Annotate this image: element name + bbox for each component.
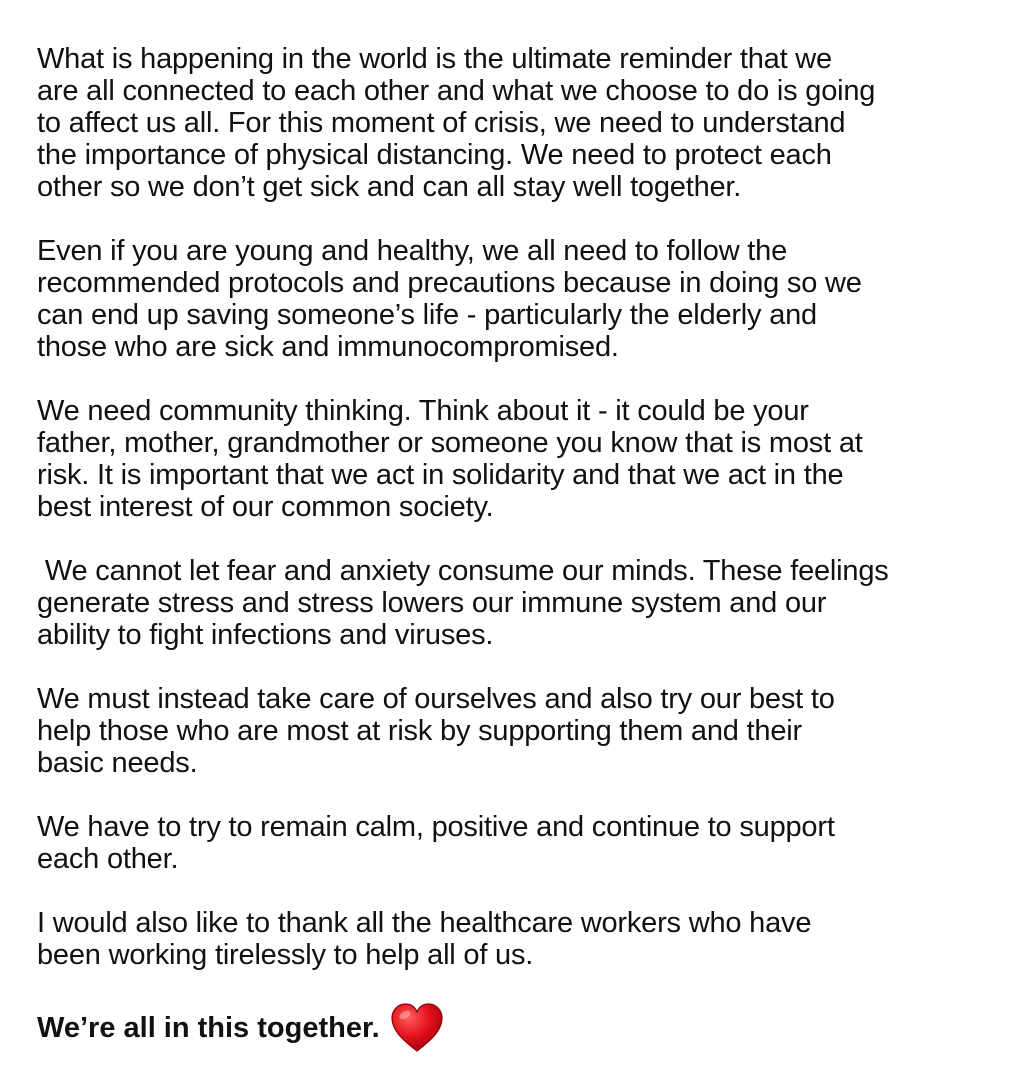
paragraph — [37, 907, 1007, 971]
paragraph-line: Even if you are young and healthy, we all need to follow the — [37, 235, 788, 267]
paragraph-line: are all connected to each other and what we choose to do is going — [37, 75, 876, 107]
red-heart-icon — [390, 1002, 444, 1054]
paragraph-line: can end up saving someone’s life - particularly the elderly and — [37, 299, 817, 331]
closing-line — [37, 1002, 444, 1054]
closing-text: We’re all in this together. — [37, 1011, 380, 1044]
paragraph-line: basic needs. — [37, 747, 198, 779]
paragraph-line: What is happening in the world is the ultimate reminder that we — [37, 43, 832, 75]
statement-body — [37, 43, 1007, 1003]
paragraph-line: best interest of our common society. — [37, 491, 494, 523]
paragraph-line: to affect us all. For this moment of crisis, we need to understand — [37, 107, 846, 139]
paragraph — [37, 235, 1007, 363]
paragraph-line: been working tirelessly to help all of us. — [37, 939, 534, 971]
paragraph-line: father, mother, grandmother or someone you know that is most at — [37, 427, 863, 459]
paragraph-line: the importance of physical distancing. We need to protect each — [37, 139, 832, 171]
paragraph-line: We have to try to remain calm, positive and continue to support — [37, 811, 835, 843]
paragraph-line: We need community thinking. Think about it - it could be your — [37, 395, 809, 427]
paragraph — [37, 683, 1007, 779]
paragraph-line: recommended protocols and precautions because in doing so we — [37, 267, 862, 299]
paragraph-line: ability to fight infections and viruses. — [37, 619, 494, 651]
paragraph-line: help those who are most at risk by supporting them and their — [37, 715, 802, 747]
paragraph-line: We cannot let fear and anxiety consume our minds. These feelings — [37, 555, 889, 587]
paragraph-line: those who are sick and immunocompromised. — [37, 331, 619, 363]
paragraph — [37, 43, 1007, 203]
paragraph-line: We must instead take care of ourselves and also try our best to — [37, 683, 835, 715]
paragraph — [37, 555, 1007, 651]
paragraph — [37, 395, 1007, 523]
paragraph — [37, 811, 1007, 875]
paragraph-line: generate stress and stress lowers our immune system and our — [37, 587, 827, 619]
paragraph-line: each other. — [37, 843, 179, 875]
paragraph-line: other so we don’t get sick and can all stay well together. — [37, 171, 742, 203]
paragraph-line: risk. It is important that we act in solidarity and that we act in the — [37, 459, 844, 491]
paragraph-line: I would also like to thank all the healthcare workers who have — [37, 907, 812, 939]
